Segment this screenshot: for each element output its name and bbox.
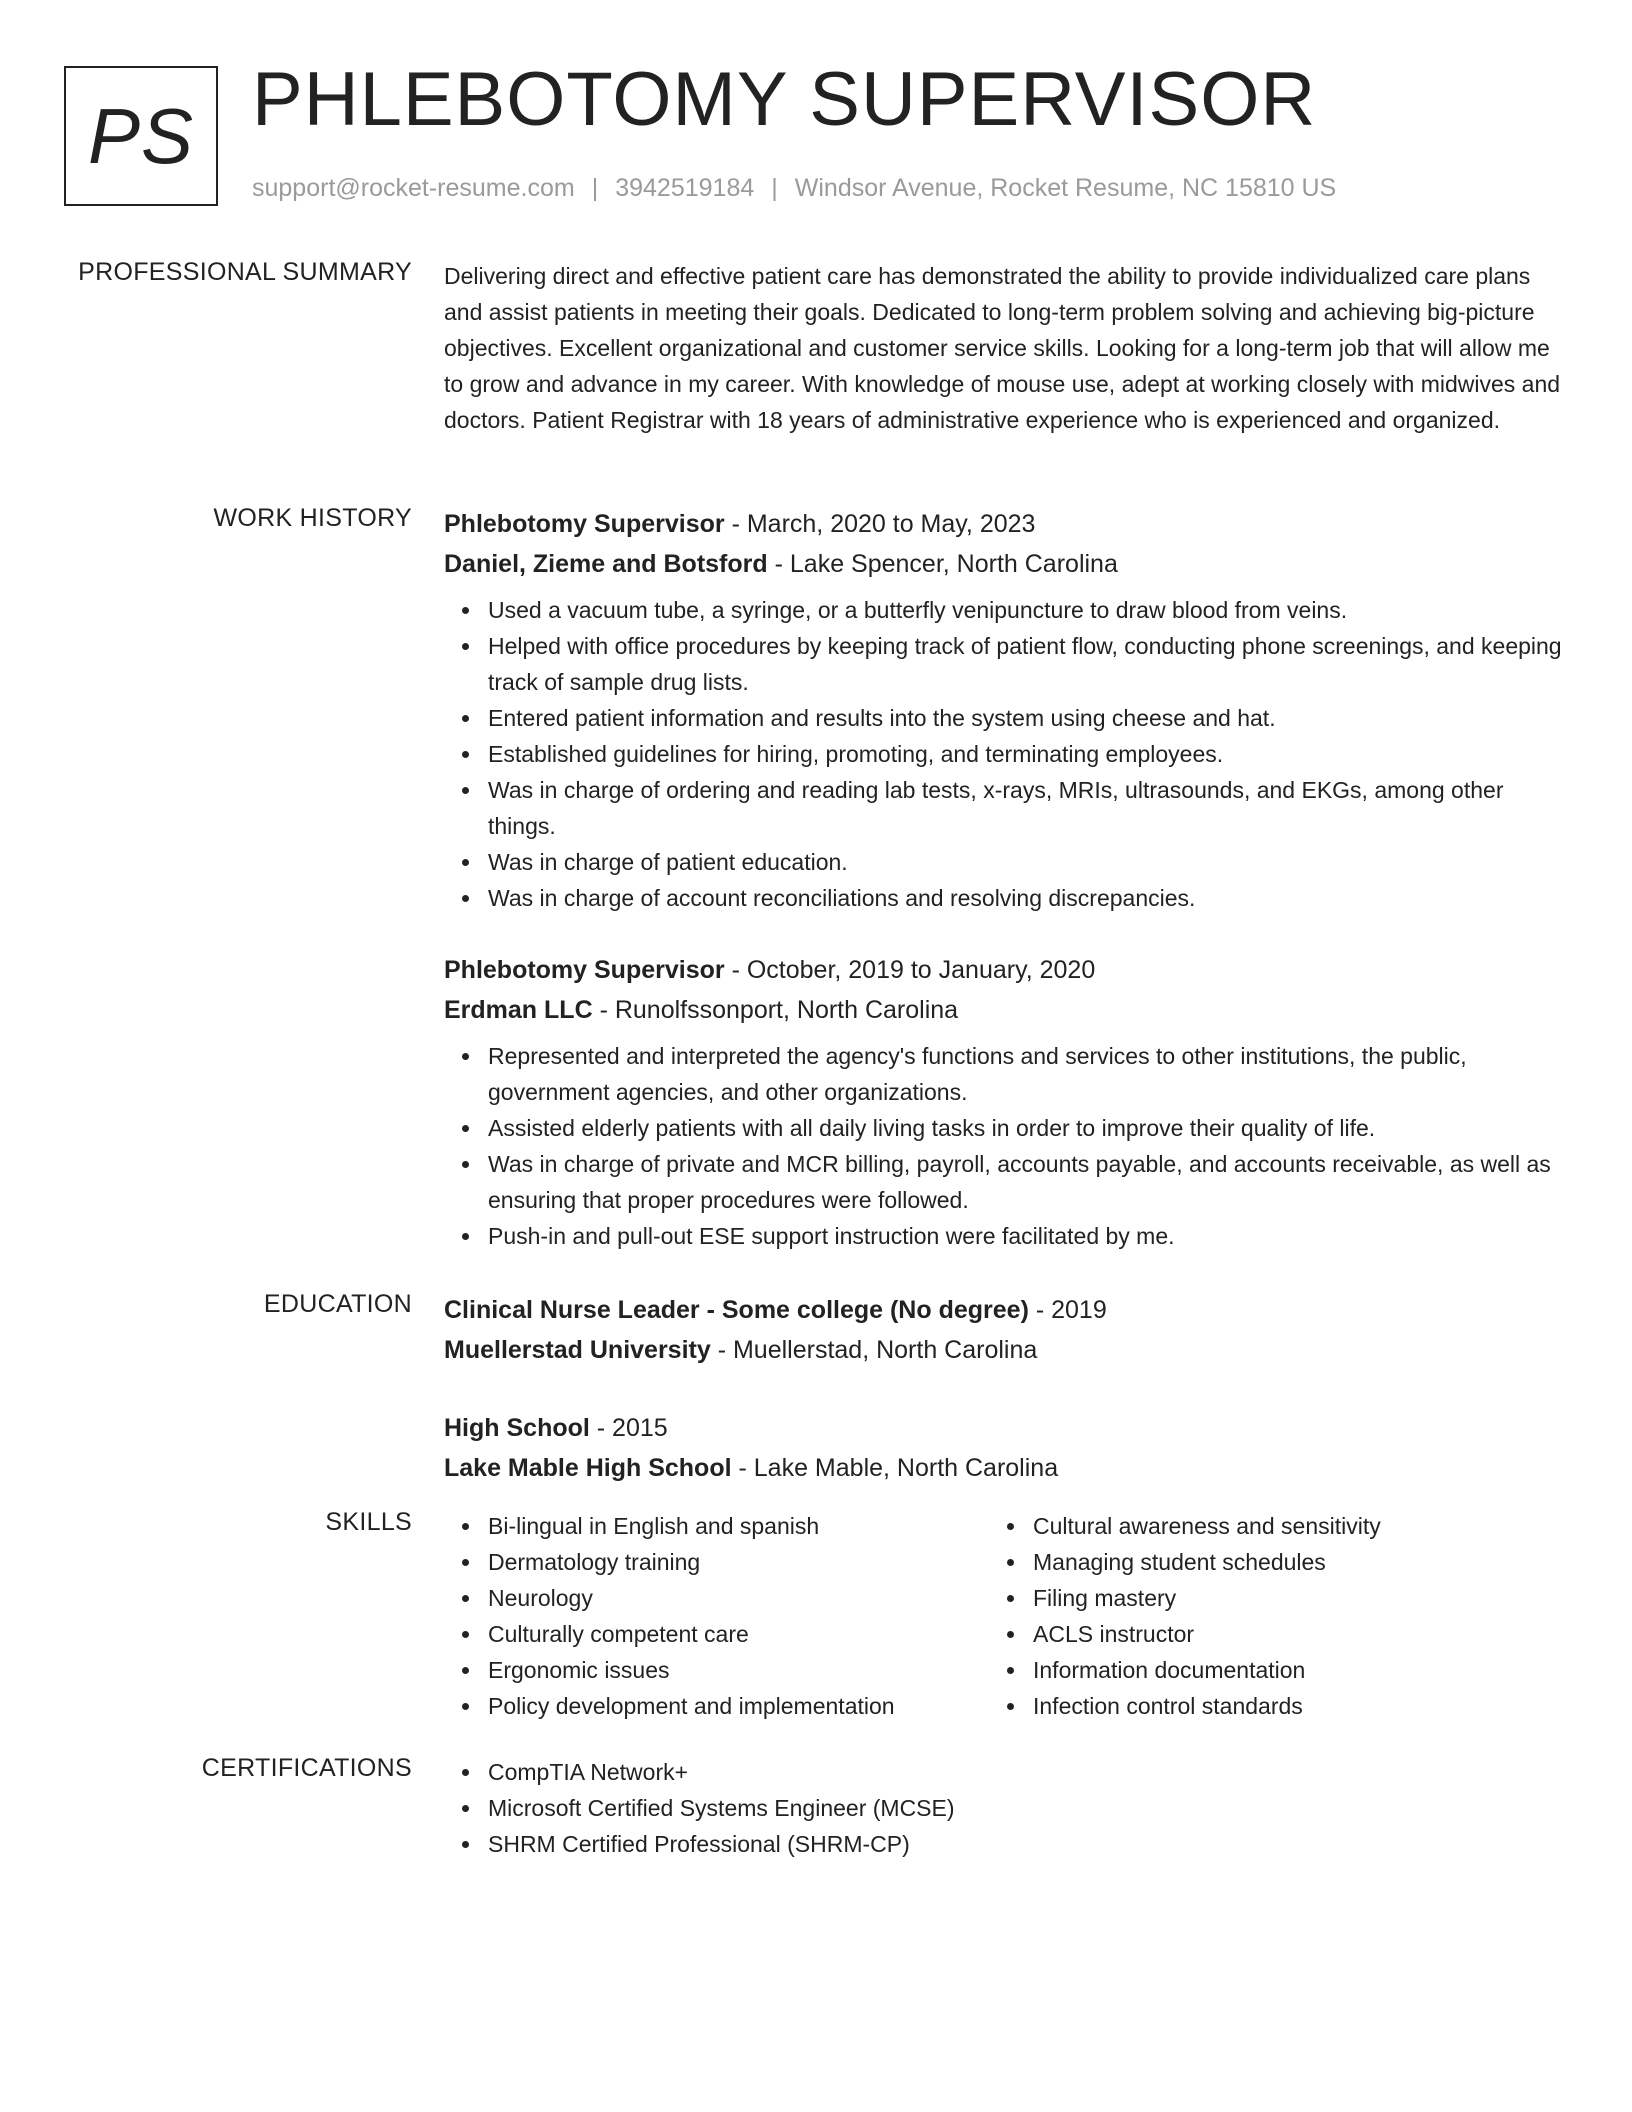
education-location: - Lake Mable, North Carolina: [731, 1454, 1059, 1482]
list-item: SHRM Certified Professional (SHRM-CP): [488, 1826, 1564, 1862]
summary-text: Delivering direct and effective patient care has demonstrated the ability to provide individualized care plans and assist patients in meeting their goals. Dedicated to long-term problem solving and achieving big-picture objectives. Excellent organizational and customer service skills. Looking for a long-term job that will allow me to grow and advance in my career. With knowledge of mouse use, adept at working closely with midwives and doctors. Patient Registrar with 18 years of administrative experience who is experienced and organized.: [444, 263, 1561, 433]
education-school: Lake Mable High School: [444, 1454, 732, 1482]
contact-address: Windsor Avenue, Rocket Resume, NC 15810 US: [794, 174, 1337, 202]
list-item: Used a vacuum tube, a syringe, or a butterfly venipuncture to draw blood from veins.: [488, 592, 1564, 628]
job-entry: [444, 504, 1564, 916]
contact-line: [252, 174, 1336, 203]
section-title-work: WORK HISTORY: [213, 504, 412, 532]
job-entry: [444, 950, 1564, 1254]
contact-email: support@rocket-resume.com: [252, 174, 575, 202]
list-item: Filing mastery: [1033, 1580, 1534, 1616]
contact-phone: 3942519184: [615, 174, 755, 202]
job-role-line: [444, 504, 1564, 544]
list-item: Was in charge of private and MCR billing, payroll, accounts payable, and accounts receivable, as well as ensuring that proper procedures were followed.: [488, 1146, 1564, 1218]
education-body: [444, 1290, 1564, 1526]
summary-body: [444, 258, 1564, 438]
list-item: Managing student schedules: [1033, 1544, 1534, 1580]
monogram-box: PS: [64, 66, 218, 206]
list-item: Cultural awareness and sensitivity: [1033, 1508, 1534, 1544]
job-role-line: [444, 950, 1564, 990]
job-company-line: [444, 544, 1564, 584]
education-location: - Muellerstad, North Carolina: [710, 1336, 1038, 1364]
page-title: PHLEBOTOMY SUPERVISOR: [252, 57, 1317, 142]
education-year: - 2015: [589, 1414, 668, 1442]
skills-column-right: [989, 1508, 1534, 1724]
list-item: Ergonomic issues: [488, 1652, 989, 1688]
education-degree: High School: [444, 1414, 590, 1442]
job-company-line: [444, 990, 1564, 1030]
certifications-body: [444, 1754, 1564, 1862]
job-role: Phlebotomy Supervisor: [444, 510, 725, 538]
job-location: - Lake Spencer, North Carolina: [767, 550, 1118, 578]
list-item: Established guidelines for hiring, promoting, and terminating employees.: [488, 736, 1564, 772]
section-title-summary: PROFESSIONAL SUMMARY: [78, 258, 412, 286]
list-item: ACLS instructor: [1033, 1616, 1534, 1652]
job-bullets: [444, 1038, 1564, 1254]
education-degree: Clinical Nurse Leader - Some college (No degree): [444, 1296, 1029, 1324]
education-school-line: [444, 1448, 1564, 1488]
skills-list: [989, 1508, 1534, 1724]
education-entry: [444, 1290, 1564, 1370]
education-school-line: [444, 1330, 1564, 1370]
list-item: Infection control standards: [1033, 1688, 1534, 1724]
job-bullets: [444, 592, 1564, 916]
education-school: Muellerstad University: [444, 1336, 711, 1364]
contact-separator: |: [591, 174, 599, 202]
list-item: Was in charge of ordering and reading lab tests, x-rays, MRIs, ultrasounds, and EKGs, among other things.: [488, 772, 1564, 844]
list-item: CompTIA Network+: [488, 1754, 1564, 1790]
list-item: Push-in and pull-out ESE support instruction were facilitated by me.: [488, 1218, 1564, 1254]
list-item: Culturally competent care: [488, 1616, 989, 1652]
list-item: Was in charge of account reconciliations and resolving discrepancies.: [488, 880, 1564, 916]
contact-separator: |: [771, 174, 778, 202]
list-item: Information documentation: [1033, 1652, 1534, 1688]
section-title-education: EDUCATION: [263, 1290, 412, 1318]
list-item: Microsoft Certified Systems Engineer (MCSE): [488, 1790, 1564, 1826]
skills-body: [444, 1508, 1564, 1724]
job-dates: - March, 2020 to May, 2023: [724, 510, 1036, 538]
skills-column-left: [444, 1508, 989, 1724]
education-entry: [444, 1408, 1564, 1488]
section-title-skills: SKILLS: [325, 1508, 412, 1536]
list-item: Neurology: [488, 1580, 989, 1616]
list-item: Represented and interpreted the agency's functions and services to other institutions, the public, government agencies, and other organizations.: [488, 1038, 1564, 1110]
list-item: Assisted elderly patients with all daily living tasks in order to improve their quality of life.: [488, 1110, 1564, 1146]
skills-list: [444, 1508, 989, 1724]
list-item: Was in charge of patient education.: [488, 844, 1564, 880]
job-role: Phlebotomy Supervisor: [444, 956, 725, 984]
job-location: - Runolfssonport, North Carolina: [592, 996, 959, 1024]
job-dates: - October, 2019 to January, 2020: [724, 956, 1096, 984]
skills-grid: [444, 1508, 1564, 1724]
list-item: Policy development and implementation: [488, 1688, 989, 1724]
list-item: Helped with office procedures by keeping track of patient flow, conducting phone screenings, and keeping track of sample drug lists.: [488, 628, 1564, 700]
work-body: [444, 504, 1564, 1288]
section-title-certifications: CERTIFICATIONS: [201, 1754, 412, 1782]
list-item: Entered patient information and results into the system using cheese and hat.: [488, 700, 1564, 736]
education-degree-line: [444, 1290, 1564, 1330]
list-item: Bi-lingual in English and spanish: [488, 1508, 989, 1544]
job-company: Erdman LLC: [444, 996, 593, 1024]
list-item: Dermatology training: [488, 1544, 989, 1580]
education-degree-line: [444, 1408, 1564, 1448]
education-year: - 2019: [1028, 1296, 1107, 1324]
job-company: Daniel, Zieme and Botsford: [444, 550, 768, 578]
certifications-list: [444, 1754, 1564, 1862]
